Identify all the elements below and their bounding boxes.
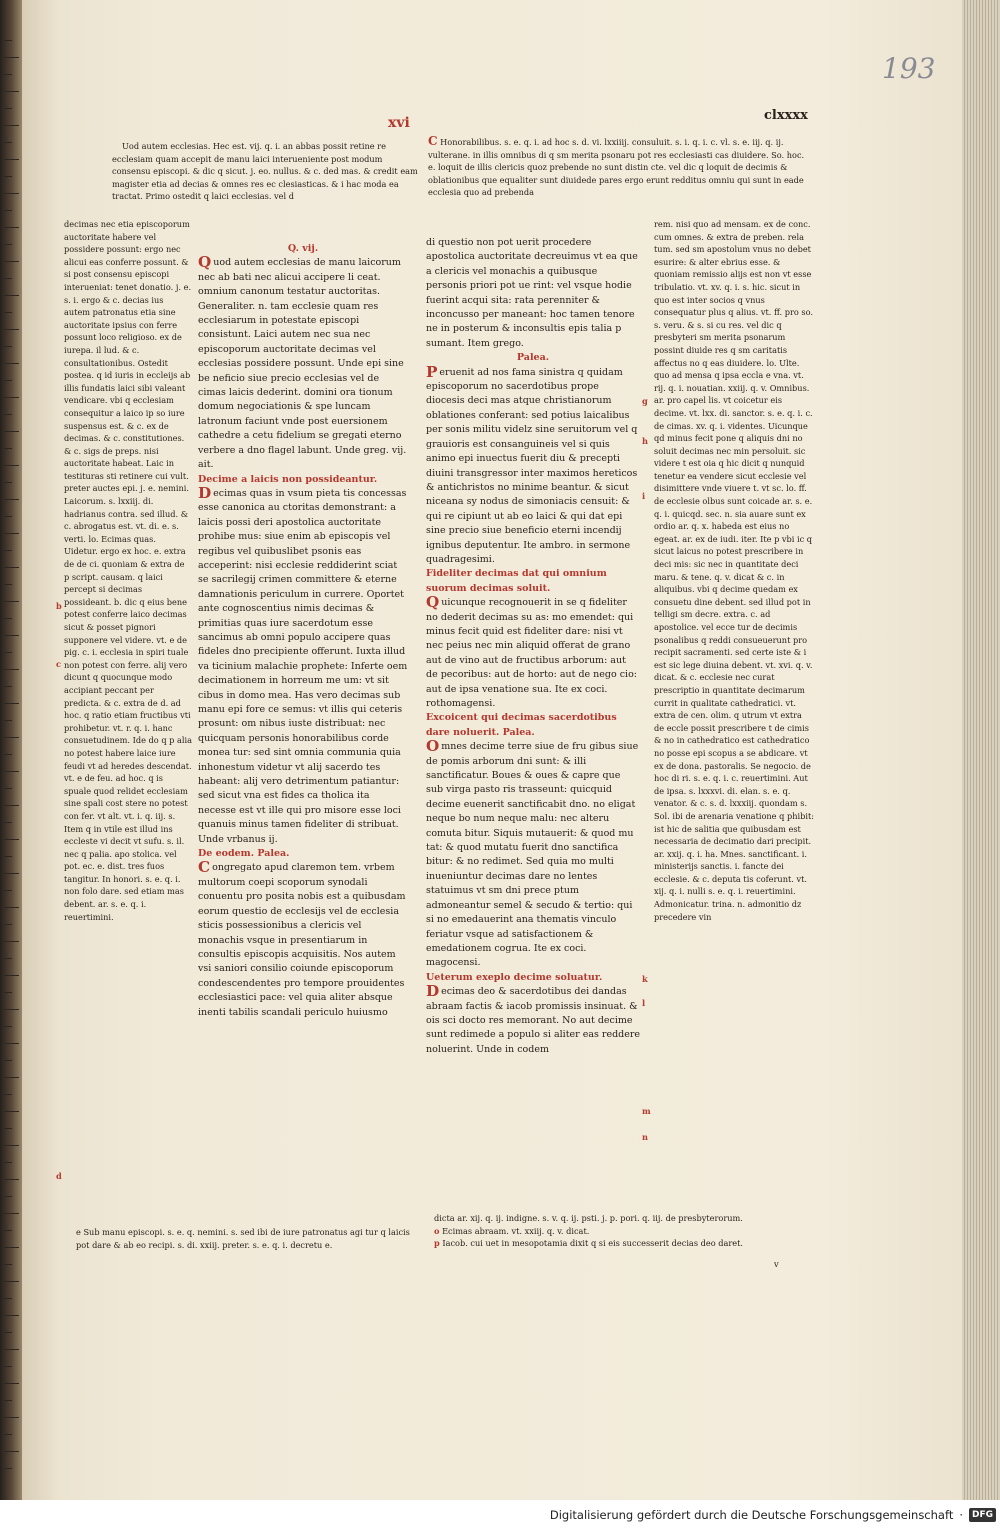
edge-line — [4, 261, 19, 262]
dfg-logo: DFG — [969, 1508, 996, 1522]
edge-line — [4, 669, 19, 670]
edge-line — [4, 414, 12, 415]
footer-bar — [0, 1500, 1000, 1530]
edge-line — [4, 856, 12, 857]
edge-line — [4, 720, 12, 721]
edge-line — [4, 1145, 19, 1146]
edge-line — [4, 295, 19, 296]
edge-line — [4, 244, 12, 245]
bottom-commentary-left: e Sub manu episcopi. s. e. q. nemini. s. sed ibi de iure patronatus agi tur q laicis pot dare & ab eo recipi. s. di. xxiij. preter. s. e. q. i. decretu e. — [76, 1227, 410, 1250]
edge-line — [4, 550, 12, 551]
edge-line — [4, 618, 12, 619]
initial-D: D — [426, 982, 440, 1001]
gloss-mark-m: m — [642, 1106, 651, 1116]
edge-line — [4, 1434, 12, 1435]
edge-line — [4, 1026, 12, 1027]
edge-line — [4, 822, 12, 823]
edge-line — [4, 465, 19, 466]
edge-line — [4, 1332, 12, 1333]
right-gloss-marks — [642, 395, 652, 1145]
edge-line — [4, 1162, 12, 1163]
edge-line — [4, 193, 19, 194]
gloss-mark-k: k — [642, 974, 648, 984]
initial-D: D — [198, 483, 212, 502]
col-a-heading-2: Decime a laicis non possideantur. — [198, 473, 378, 485]
edge-line — [4, 1264, 12, 1265]
edge-line — [4, 1060, 12, 1061]
handwritten-folio-number: 193 — [882, 52, 936, 85]
edge-line — [4, 312, 12, 313]
page-stack-edge — [962, 0, 1000, 1500]
edge-line — [4, 329, 19, 330]
col-b-heading-3: Excoicent qui decimas sacerdotibus dare noluerit. Palea. — [426, 712, 617, 738]
col-b-heading-4: Ueterum exeplo decime soluatur. — [426, 971, 603, 983]
edge-line — [4, 1077, 19, 1078]
col-a-heading-3: De eodem. Palea. — [198, 848, 290, 860]
edge-line — [4, 142, 12, 143]
initial-P: P — [426, 362, 438, 381]
edge-line — [4, 1366, 12, 1367]
edge-line — [4, 890, 12, 891]
edge-line — [4, 1383, 19, 1384]
edge-line — [4, 108, 12, 109]
edge-line — [4, 1451, 19, 1452]
footer-credit: Digitalisierung gefördert durch die Deutsche Forschungsgemeinschaft — [549, 1508, 954, 1522]
edge-line — [4, 91, 19, 92]
edge-line — [4, 703, 19, 704]
edge-line — [4, 754, 12, 755]
edge-line — [4, 1281, 19, 1282]
edge-line — [4, 210, 12, 211]
edge-line — [4, 567, 19, 568]
gloss-mark-h: h — [642, 436, 648, 446]
col-a-heading-1: Q. vij. — [287, 243, 319, 254]
edge-line — [4, 363, 19, 364]
edge-line — [4, 1094, 12, 1095]
edge-line — [4, 805, 19, 806]
edge-line — [4, 839, 19, 840]
edge-line — [4, 346, 12, 347]
edge-line — [4, 737, 19, 738]
edge-line — [4, 125, 19, 126]
text-column-a: Q. vij. Quod autem ecclesias de manu laicorum nec ab bati nec alicui accipere li ceat. omnium canonum testatur auctoritas. Generaliter. n. tam ecclesie quam res ecclesiarum in potestate episcopi consistunt. Laici autem nec sua nec episcoporum auctoritate decimas vel ecclesias possidere possunt. Unde epi sine be neficio siue precio ecclesias vel de cimas laicis dederint. domini ora tionum domum negociationis & spe luncam latronum faciunt vnde post euersionem cathedre a cetu fidelium se gregati eterno verbere a dno flagel labunt. Unde greg. vij. ait. Decime a laicis non possideantur. Decimas quas in vsum pieta tis concessas esse canonica au ctoritas demonstrant: a laicis possi deri apostolica auctoritate prohibe mus: siue enim ab episcopis vel regibus vel quibuslibet psonis eas acceperint: nisi ecclesie reddiderint sciat se sacrilegij crimen committere & eterne damnationis periculum in currere. Oportet ante cognoscentius nimis decimas & primitias quas iure sacerdotum esse sancimus ab omni populo accipere quas fideles dno precipiente offerunt. Iuxta illud va ticinium malachie prophete: Inferte oem decimationem in horreum me um: vt sit cibus in domo mea. Has vero decimas sub manu epi fore ce semus: vt illis qui ceteris prosunt: om nibus iuste distribuat: nec quicquam personis honorabilibus corde monea tur: sed sint omnia communia quia inhonestum videtur vt alij sacerdo tes habeant: alij vero detrimentum patiantur: sed sicut vna est fides ca tholica ita necesse est vt ille qui pro misore esse loci quanuis minus tamen fideliter di stribuat. Unde vrbanus ij. De eodem. Palea. Congregato apud claremon tem. vrbem multorum coepi scoporum synodali conuentu pro posita nobis est a quibusdam eorum questio de ecclesijs vel de ecclesia sticis possessionibus a clericis vel monachis vsque in presentiarum in consultis episcopis acquisitis. Nos autem vsi saniori consilio coiunde episcoporum condescendentes pro tempore prouidentes ecclesiastici pace: vel quia aliter absque inenti tabilis scandali periculo huiusmo — [198, 243, 408, 1018]
gloss-mark-d: d — [56, 1171, 62, 1181]
edge-line — [4, 1009, 19, 1010]
gloss-mark-i: i — [642, 491, 646, 501]
edge-line — [4, 992, 12, 993]
gloss-mark-c: c — [56, 659, 61, 669]
edge-line — [4, 771, 19, 772]
edge-line — [4, 958, 12, 959]
edge-line — [4, 941, 19, 942]
edge-line — [4, 516, 12, 517]
edge-line — [4, 482, 12, 483]
text-column-b: di questio non pot uerit procedere apostolica auctoritate decreuimus vt ea que a clericis vel monachis a quibusque personis priori pot ue rint: vel vsque hodie fuerint acqui sita: rata perenniter & inconcusso per maneant: hoc tamen tenore ne in posterum & inconsultis epis talia p sumant. Item grego. Palea. Peruenit ad nos fama sinistra q quidam episcoporum no sacerdotibus prope diocesis deci mas atque christianorum oblationes conferant: sed potius laicalibus per sonis militu videlz sine seruitorum vel q grauioris est consanguineis vel si quis animo epi inuectus fuerit diu & precepti diuini transgressor inter maximos hereticos & antichristos no minime beantur. & sicut niceana sy nodus de simoniacis censuit: & qui re cipiunt ut ab eo laici & qui dat epi sine precio siue beneficio eterni incendij ignibus deputentur. Ite ambro. in sermone quadragesimi. Fideliter decimas dat qui omnium suorum decimas soluit. Quicunque recognouerit in se q fideliter no dederit decimas su as: mo emendet: qui minus fecit quid est fideliter dare: nisi vt nec peius nec min aliquid offerat de grano aut de vino aut de fructibus arborum: aut de pecoribus: aut de horto: aut de nego cio: aut de ipsa venatione sua. Ite ex coci. rothomagensi. Excoicent qui decimas sacerdotibus dare noluerit. Palea. Omnes decime terre siue de fru gibus siue de pomis arborum dni sunt: & illi sanctificatur. Boues & oues & capre que sub virga pasto ris trasseunt: quicquid decime euenerit sanctificabit dno. no eligat neque bo num neque malu: nec alteru comuta bitur. Siquis mutauerit: & quod mu tat: & quod mutatu fuerit dno sanctifica bitur: & no redimet. Sed quia mo multi inueniuntur decimas dare no lentes statuimus vt sm dni prece ptum admoneantur semel & secudo & tertio: qui si no emedauerint ana thematis vinculo feriatur vsque ad satisfactionem & emedationem cogrua. Ite ex coci. magocensi. Ueterum exeplo decime soluatur. Decimas deo & sacerdotibus dei dandas abraam factis & iacob promissis insinuat. & ois sci docto res memorant. No aut decime sunt redimede a populo si aliter eas reddere noluerint. Unde in codem — [426, 237, 640, 1055]
edge-line — [4, 74, 12, 75]
edge-line — [4, 1213, 19, 1214]
edge-line — [4, 686, 12, 687]
initial-C: C — [198, 858, 211, 877]
col-b-heading-1: Palea. — [516, 352, 550, 364]
edge-line — [4, 975, 19, 976]
edge-line — [4, 159, 19, 160]
top-commentary-left: Uod autem ecclesias. Hec est. vij. q. i. an abbas possit retine re ecclesiam quam accepit de manu laici interueniente post modum consensu episcopi. & dic q sicut. j. eo. nullus. & c. ded mas. & credit eam magister etia ad decias & omnes res ec clesiasticas. & i hac moda ea tractat. Primo ostedit q laici ecclesias. vel d — [112, 141, 418, 202]
edge-line — [4, 397, 19, 398]
edge-line — [4, 278, 12, 279]
printed-folio-number: clxxxx — [764, 108, 808, 123]
edge-line — [4, 57, 19, 58]
edge-line — [4, 584, 12, 585]
running-head: xvi — [388, 115, 410, 131]
edge-line — [4, 1179, 19, 1180]
edge-line — [4, 1315, 19, 1316]
edge-line — [4, 1298, 12, 1299]
top-commentary-right: C Honorabilibus. s. e. q. i. ad hoc s. d. vi. lxxiiij. consuluit. s. i. q. i. c. vl. s. e. iij. q. ij. vulterane. in illis omnibus di q sm merita psonaru pot res ecclesiasti cas diuidere. So. hoc. e. loquit de illis clericis quoz prebende no sunt distin cte. vel dic q loquit de decimis & oblationibus que equaliter sunt diuidede pares ergo erunt redditus omniu qui sunt in eade ecclesia quo ad prebenda — [428, 135, 805, 198]
edge-line — [4, 499, 19, 500]
edge-line — [4, 380, 12, 381]
edge-line — [4, 533, 19, 534]
gloss-mark-g: g — [642, 396, 648, 406]
gloss-mark-n: n — [642, 1132, 648, 1142]
edge-line — [4, 1400, 12, 1401]
right-gloss-column: rem. nisi quo ad mensam. ex de conc. cum omnes. & extra de preben. rela tum. sed sm apostolum vnus no debet esurire: & alter ebrius esse. & quoniam remissio alijs est non vt esse tribulatio. vt. xv. q. i. s. hic. sicut in quo est inter socios q vnus consequatur plus q alius. vt. ff. pro so. s. veru. & s. si cu res. vel dic q presbyteri sm merita psonarum possint diuide res q sm caritatis affectus no q eas diuidere. lo. Ulte. quo ad mensa q ipsa eccla e vna. vt. rij. q. i. nouatian. xxiij. q. v. Omnibus. ar. pro capel lis. vt coicetur eis decime. vt. lxx. di. sanctor. s. e. q. i. c. de cimas. xv. q. i. videntes. Uicunque qd minus fecit pone q aliquis dni no soluit decimas nec min persoluit. sic videre t est oia q hic dicit q nunquid tenetur ea vendere sicut ecclesie vel disimittere vnde viuere t. vt sc. lo. ff. de ecclesie olbus sunt coicade ar. s. e. q. i. quicqd. sec. n. sia auare sunt ex ordio ar. q. x. habeda est eius no egeat. ar. ex de iudi. iter. Ite p vbi ic q sicut laicus no potest prescribere in deci mis: sic nec in quantitate deci maru. & tene. q. v. dicat & c. in aliquibus. vbi q decime quedam ex consuetu dine debent. sed illud pot in telligi sm decre. extra. c. ad apostolice. vel ecce tur de decimis psonalibus q reddi consueuerunt pro recipit sacramenti. sed certe iste & i est sic lege diuina debent. vt. xvi. q. v. dicat. & c. ecclesie nec curat prescriptio in quantitate decimarum currit in qualitate cathedratici. vt. extra de cen. olim. q utrum vt extra de eccle possit prescribere t de cimis & no in cathedratico est cathedratico no posse epi scopus a se abdicare. vt ex de dona. pastoralis. Se negocio. de hoc di ri. s. e. q. i. c. reuertimini. Aut de ipsa. s. lxxxvi. di. elan. s. e. q. venator. & c. s. d. lxxxiij. quondam s. Sol. ibi de arenaria venatione q phibit: ist hic de salitia que quibusdam est necessaria de decimatio dari precipit. ar. xxij. q. i. ha. Mnes. sanctificant. i. ministerijs sanctis. i. fancte dei ecclesie. & c. deputa tis coferunt. vt. xij. q. i. nulli s. e. q. i. reuertimini. Admonicatur. trina. n. admonitio dz precedere vin — [654, 219, 814, 922]
edge-line — [4, 1349, 19, 1350]
edge-line — [4, 907, 19, 908]
gloss-mark-l: l — [642, 998, 646, 1008]
edge-line — [4, 635, 19, 636]
left-gloss-column: decimas nec etia episcoporum auctoritate habere vel possidere possunt: ergo nec alicui eas conferre possunt. & si post consensu episcopi interueniat: tenet donatio. j. e. s. i. ergo & c. decias ius autem patronatus etia sine auctoritate ipsius con ferre possunt loco religioso. ex de iurepa. il lud. & c. consultationibus. Ostedit postea. q id iuris in eccleijs ab illis fundatis laici sibi valeant vendicare. vbi q ecclesiam consequitur a laico ip so iure suspensus est. & c. ex de decimas. & c. constitutiones. & c. sigs de preps. nisi auctoritate habeat. Laic in testituras sti retinere cui vult. preter auctes epi. j. e. nemini. Laicorum. s. lxxiij. di. hadrianus contra. sed illud. & c. abrogatus est. vt. di. e. s. verti. lo. Ecimas quas. Uidetur. ergo ex hoc. e. extra de de ci. quoniam & extra de p script. causam. q laici percept si decimas possideant. b. dic q eius bene potest conferre laico decimas sicut & posset pignori supponere vel videre. vt. e de pig. c. i. ecclesia in spiri tuale non potest con ferre. alij vero dicunt q quocunque modo accipiant peccant per predicta. & c. extra de d. ad hoc. q ratio etiam fructibus vti prohibetur. vt. r. q. i. hanc consuetudinem. Ide do q p alia no potest habere laice iure feudi vt ad heredes descendat. vt. e de feu. ad hoc. q is spuale quod relidet ecclesiam sine spali cost stere no potest con fer. vt alt. vt. i. q. iij. s. Item q in vtile est illud ins eccleste vi decit vt sufu. s. il. nec q palia. apo stolica. vel pot. ec. e. dist. tres fuos tangitur. In honori. s. e. q. i. non folo dare. sed etiam mas debent. ar. s. e. q. i. reuertimini. — [64, 219, 192, 922]
initial-O: O — [426, 737, 440, 756]
edge-line — [4, 227, 19, 228]
edge-line — [4, 1111, 19, 1112]
edge-line — [4, 40, 12, 41]
edge-line — [4, 431, 19, 432]
signature-mark: v — [774, 1259, 779, 1269]
initial-Q: Q — [198, 253, 212, 272]
edge-line — [4, 1417, 19, 1418]
edge-line — [4, 652, 12, 653]
edge-line — [4, 924, 12, 925]
edge-line — [4, 873, 19, 874]
edge-line — [4, 448, 12, 449]
book-page — [22, 0, 962, 1500]
edge-line — [4, 1043, 19, 1044]
gloss-mark-b: b — [56, 601, 62, 611]
edge-line — [4, 176, 12, 177]
initial-Q: Q — [426, 593, 440, 612]
edge-line — [4, 788, 12, 789]
edge-line — [4, 1196, 12, 1197]
edge-line — [4, 1230, 12, 1231]
left-gloss-marks — [56, 600, 66, 1200]
footer-separator: · — [959, 1508, 963, 1522]
bottom-commentary-right: dicta ar. xij. q. ij. indigne. s. v. q. ij. psti. j. p. pori. q. iij. de presbyterorum. o Ecimas abraam. vt. xxiij. q. v. dicat. p Iacob. cui uet in mesopotamia dixit q si eis successerit decias deo daret. — [434, 1213, 744, 1249]
edge-line — [4, 1468, 12, 1469]
edge-line — [4, 1128, 12, 1129]
edge-line — [4, 601, 19, 602]
edge-line — [4, 1247, 19, 1248]
col-b-heading-2: Fideliter decimas dat qui omnium suorum decimas soluit. — [426, 568, 607, 594]
